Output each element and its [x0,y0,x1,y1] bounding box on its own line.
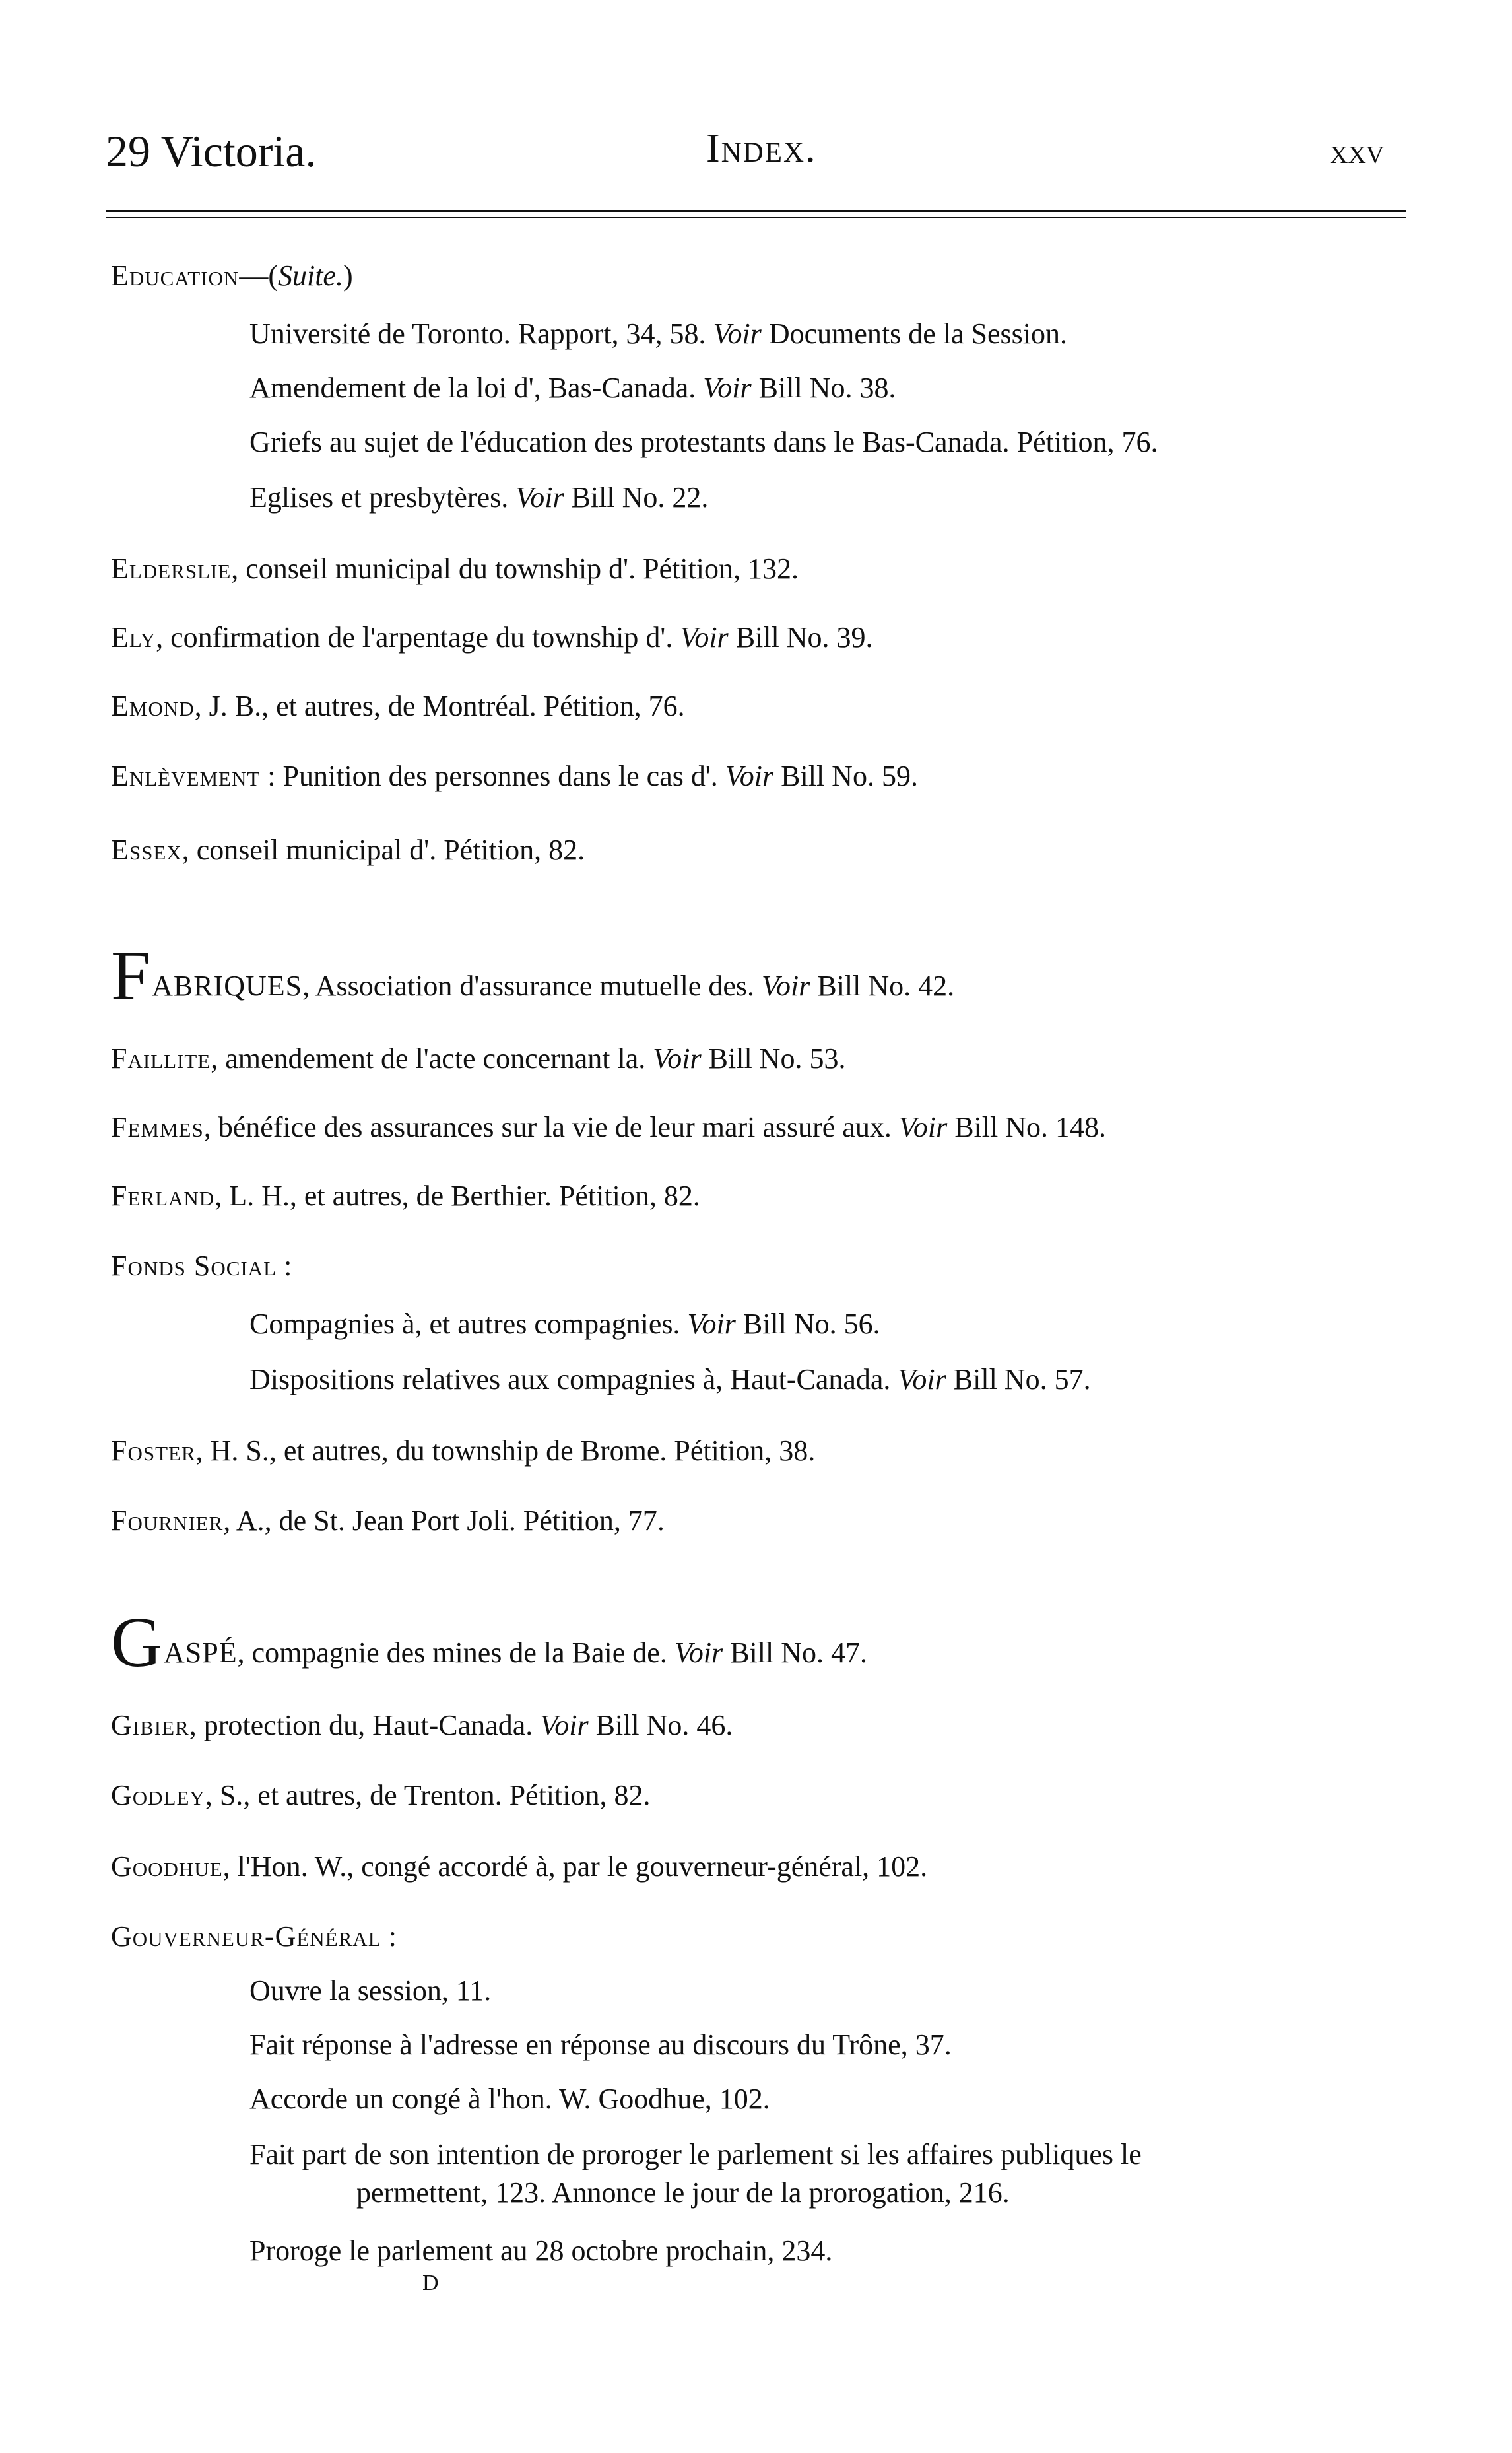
index-subentry: Amendement de la loi d', Bas-Canada. Voir Bill No. 38. [249,372,896,404]
index-entry-emond: Emond, J. B., et autres, de Montréal. Pétition, 76. [111,690,685,722]
index-entry-gaspe: GASPÉ, compagnie des mines de la Baie de. Voir Bill No. 47. [111,1603,867,1682]
index-subentry: Griefs au sujet de l'éducation des protestants dans le Bas-Canada. Pétition, 76. [249,426,1158,458]
index-subentry: Dispositions relatives aux compagnies à, Haut-Canada. Voir Bill No. 57. [249,1363,1091,1395]
index-entry-faillite: Faillite, amendement de l'acte concernant la. Voir Bill No. 53. [111,1042,846,1075]
index-entry-gouverneur-general: Gouverneur-Général : [111,1920,397,1953]
index-subentry: Compagnies à, et autres compagnies. Voir Bill No. 56. [249,1308,880,1340]
index-subentry: Proroge le parlement au 28 octobre prochain, 234. [249,2235,833,2267]
header-rule-bottom [106,217,1406,218]
index-subentry: Eglises et presbytères. Voir Bill No. 22. [249,481,709,514]
index-entry-fonds-social: Fonds Social : [111,1250,292,1282]
index-subentry: Fait part de son intention de proroger le parlement si les affaires publiques le [249,2138,1142,2170]
index-subentry: Université de Toronto. Rapport, 34, 58. Voir Documents de la Session. [249,318,1067,350]
header-rule-top [106,210,1406,212]
index-entry-godley: Godley, S., et autres, de Trenton. Pétition, 82. [111,1779,651,1811]
index-entry-fabriques: FABRIQUES, Association d'assurance mutuelle des. Voir Bill No. 42. [111,937,955,1015]
index-entry-essex: Essex, conseil municipal d'. Pétition, 82. [111,834,585,866]
signature-mark: D [422,2271,439,2295]
index-entry-elderslie: Elderslie, conseil municipal du township d'. Pétition, 132. [111,553,799,585]
index-entry-gibier: Gibier, protection du, Haut-Canada. Voir Bill No. 46. [111,1709,733,1741]
running-head-center: Index. [706,126,817,171]
index-subentry: Accorde un congé à l'hon. W. Goodhue, 102. [249,2083,770,2115]
page-number: xxv [1330,131,1385,171]
index-entry-enlevement: Enlèvement : Punition des personnes dans le cas d'. Voir Bill No. 59. [111,760,918,792]
index-entry-ferland: Ferland, L. H., et autres, de Berthier. Pétition, 82. [111,1180,700,1212]
index-entry-femmes: Femmes, bénéfice des assurances sur la vie de leur mari assuré aux. Voir Bill No. 148. [111,1111,1106,1143]
running-head-left: 29 Victoria. [106,126,317,176]
index-entry-ely: Ely, confirmation de l'arpentage du township d'. Voir Bill No. 39. [111,621,873,654]
index-subentry-continuation: permettent, 123. Annonce le jour de la prorogation, 216. [356,2176,1010,2209]
index-subentry: Fait réponse à l'adresse en réponse au discours du Trône, 37. [249,2029,952,2061]
index-entry-foster: Foster, H. S., et autres, du township de Brome. Pétition, 38. [111,1434,816,1467]
index-subentry: Ouvre la session, 11. [249,1974,492,2007]
index-entry-education: Education—(Suite.) [111,259,353,292]
index-entry-fournier: Fournier, A., de St. Jean Port Joli. Pétition, 77. [111,1504,665,1537]
page-header [0,125,1512,185]
index-entry-goodhue: Goodhue, l'Hon. W., congé accordé à, par le gouverneur-général, 102. [111,1850,928,1883]
